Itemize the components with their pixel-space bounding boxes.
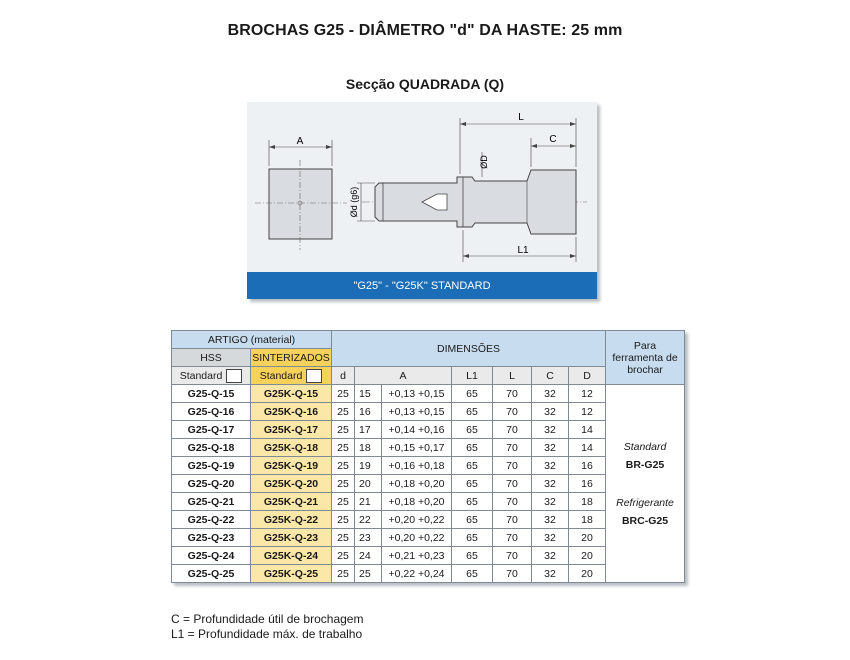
cell-D: 20 — [569, 529, 606, 547]
cell-a-tolerance: +0,13 +0,15 — [382, 385, 452, 403]
hss-code: G25-Q-19 — [172, 457, 251, 475]
sint-code: G25K-Q-20 — [251, 475, 332, 493]
sinterizados-header: SINTERIZADOS — [251, 349, 332, 367]
cell-a-nominal: 21 — [355, 493, 382, 511]
sint-code: G25K-Q-15 — [251, 385, 332, 403]
cell-l: 70 — [493, 547, 532, 565]
cell-l1: 65 — [452, 439, 493, 457]
tool-standard-label: Standard — [623, 440, 667, 453]
cell-c: 32 — [532, 529, 569, 547]
cell-l: 70 — [493, 529, 532, 547]
cell-d: 25 — [332, 547, 355, 565]
hss-code: G25-Q-17 — [172, 421, 251, 439]
cell-l: 70 — [493, 457, 532, 475]
cell-a-tolerance: +0,18 +0,20 — [382, 475, 452, 493]
cell-d: 25 — [332, 403, 355, 421]
cell-a-tolerance: +0,16 +0,18 — [382, 457, 452, 475]
cell-a-nominal: 15 — [355, 385, 382, 403]
cell-l1: 65 — [452, 421, 493, 439]
cell-d: 25 — [332, 565, 355, 583]
section-subtitle: Secção QUADRADA (Q) — [345, 76, 505, 92]
cell-a-tolerance: +0,22 +0,24 — [382, 565, 452, 583]
cell-a-tolerance: +0,13 +0,15 — [382, 403, 452, 421]
hss-header: HSS — [172, 349, 251, 367]
cell-l1: 65 — [452, 547, 493, 565]
hss-code: G25-Q-15 — [172, 385, 251, 403]
cell-D: 20 — [569, 547, 606, 565]
dimensoes-header: DIMENSÕES — [332, 331, 606, 367]
cell-l: 70 — [493, 421, 532, 439]
cell-a-tolerance: +0,14 +0,16 — [382, 421, 452, 439]
label-D: ØD — [479, 155, 489, 169]
cell-D: 16 — [569, 475, 606, 493]
cell-c: 32 — [532, 385, 569, 403]
cell-D: 12 — [569, 385, 606, 403]
cell-D: 18 — [569, 511, 606, 529]
cell-D: 20 — [569, 565, 606, 583]
square-section-view — [269, 169, 332, 239]
cell-d: 25 — [332, 421, 355, 439]
artigo-header: ARTIGO (material) — [172, 331, 332, 349]
tool-refrigerante-label: Refrigerante — [616, 496, 674, 509]
cell-a-nominal: 24 — [355, 547, 382, 565]
cell-D: 14 — [569, 439, 606, 457]
cell-a-nominal: 17 — [355, 421, 382, 439]
cell-l: 70 — [493, 565, 532, 583]
cell-l1: 65 — [452, 529, 493, 547]
cell-c: 32 — [532, 493, 569, 511]
label-C: C — [549, 134, 557, 145]
broach-shank — [375, 170, 576, 234]
sint-code: G25K-Q-21 — [251, 493, 332, 511]
drawing-caption: "G25" - "G25K" STANDARD — [247, 272, 597, 299]
cell-D: 18 — [569, 493, 606, 511]
sint-standard-option[interactable] — [251, 367, 332, 385]
cell-D: 14 — [569, 421, 606, 439]
sint-code: G25K-Q-25 — [251, 565, 332, 583]
note-c: C = Profundidade útil de brochagem — [171, 612, 364, 626]
hss-code: G25-Q-24 — [172, 547, 251, 565]
cell-c: 32 — [532, 511, 569, 529]
hss-standard-option[interactable] — [172, 367, 251, 385]
tool-refrigerante-code: BRC-G25 — [621, 514, 669, 527]
cell-a-nominal: 20 — [355, 475, 382, 493]
cell-l: 70 — [493, 439, 532, 457]
cell-l1: 65 — [452, 511, 493, 529]
sint-code: G25K-Q-18 — [251, 439, 332, 457]
table-row — [172, 385, 685, 403]
cell-c: 32 — [532, 475, 569, 493]
sint-standard-checkbox[interactable] — [306, 369, 322, 383]
cell-d: 25 — [332, 475, 355, 493]
cell-d: 25 — [332, 529, 355, 547]
label-L: L — [518, 112, 524, 123]
cell-l: 70 — [493, 403, 532, 421]
hss-code: G25-Q-20 — [172, 475, 251, 493]
cell-D: 16 — [569, 457, 606, 475]
hss-standard-checkbox[interactable] — [226, 369, 242, 383]
cell-a-tolerance: +0,20 +0,22 — [382, 529, 452, 547]
hss-standard-label: Standard — [179, 369, 223, 382]
hss-code: G25-Q-25 — [172, 565, 251, 583]
cell-a-nominal: 16 — [355, 403, 382, 421]
cell-c: 32 — [532, 439, 569, 457]
hss-code: G25-Q-16 — [172, 403, 251, 421]
tool-cell — [606, 385, 685, 583]
cell-a-tolerance: +0,18 +0,20 — [382, 493, 452, 511]
cell-l: 70 — [493, 511, 532, 529]
cell-l1: 65 — [452, 475, 493, 493]
cell-a-tolerance: +0,21 +0,23 — [382, 547, 452, 565]
tool-spacer — [606, 475, 684, 493]
sint-standard-label: Standard — [259, 369, 303, 382]
label-d-g6: Ød (g6) — [349, 186, 359, 218]
col-header-L: L — [493, 367, 532, 385]
cell-c: 32 — [532, 403, 569, 421]
page-title: BROCHAS G25 - DIÂMETRO "d" DA HASTE: 25 mm — [227, 22, 623, 39]
cell-c: 32 — [532, 565, 569, 583]
col-header-A: A — [355, 367, 452, 385]
hss-code: G25-Q-23 — [172, 529, 251, 547]
sint-code: G25K-Q-17 — [251, 421, 332, 439]
cell-a-tolerance: +0,15 +0,17 — [382, 439, 452, 457]
label-A: A — [296, 136, 304, 147]
col-header-d: d — [332, 367, 355, 385]
cell-l1: 65 — [452, 565, 493, 583]
hss-code: G25-Q-21 — [172, 493, 251, 511]
note-l1: L1 = Profundidade máx. de trabalho — [171, 627, 363, 641]
cell-a-tolerance: +0,20 +0,22 — [382, 511, 452, 529]
cell-a-nominal: 23 — [355, 529, 382, 547]
cell-c: 32 — [532, 421, 569, 439]
cell-a-nominal: 25 — [355, 565, 382, 583]
sint-code: G25K-Q-16 — [251, 403, 332, 421]
sint-code: G25K-Q-23 — [251, 529, 332, 547]
col-header-C: C — [532, 367, 569, 385]
broach-drawing — [247, 102, 597, 272]
hss-code: G25-Q-18 — [172, 439, 251, 457]
cell-l1: 65 — [452, 403, 493, 421]
cell-a-nominal: 22 — [355, 511, 382, 529]
col-header-L1: L1 — [452, 367, 493, 385]
cell-d: 25 — [332, 457, 355, 475]
cell-a-nominal: 18 — [355, 439, 382, 457]
cell-l: 70 — [493, 385, 532, 403]
label-L1: L1 — [517, 245, 529, 256]
cell-l1: 65 — [452, 385, 493, 403]
footnotes — [171, 612, 363, 642]
cell-l1: 65 — [452, 493, 493, 511]
broach-spec-table — [171, 330, 685, 583]
cell-l: 70 — [493, 475, 532, 493]
hss-code: G25-Q-22 — [172, 511, 251, 529]
cell-l1: 65 — [452, 457, 493, 475]
cell-c: 32 — [532, 547, 569, 565]
technical-drawing — [247, 102, 597, 299]
tool-standard-code: BR-G25 — [625, 458, 665, 471]
cell-d: 25 — [332, 511, 355, 529]
cell-D: 12 — [569, 403, 606, 421]
sint-code: G25K-Q-19 — [251, 457, 332, 475]
cell-d: 25 — [332, 385, 355, 403]
cell-d: 25 — [332, 493, 355, 511]
cell-l: 70 — [493, 493, 532, 511]
col-header-D: D — [569, 367, 606, 385]
cell-c: 32 — [532, 457, 569, 475]
sint-code: G25K-Q-24 — [251, 547, 332, 565]
cell-a-nominal: 19 — [355, 457, 382, 475]
sint-code: G25K-Q-22 — [251, 511, 332, 529]
cell-d: 25 — [332, 439, 355, 457]
tool-header: Para ferramenta de brochar — [606, 331, 685, 385]
